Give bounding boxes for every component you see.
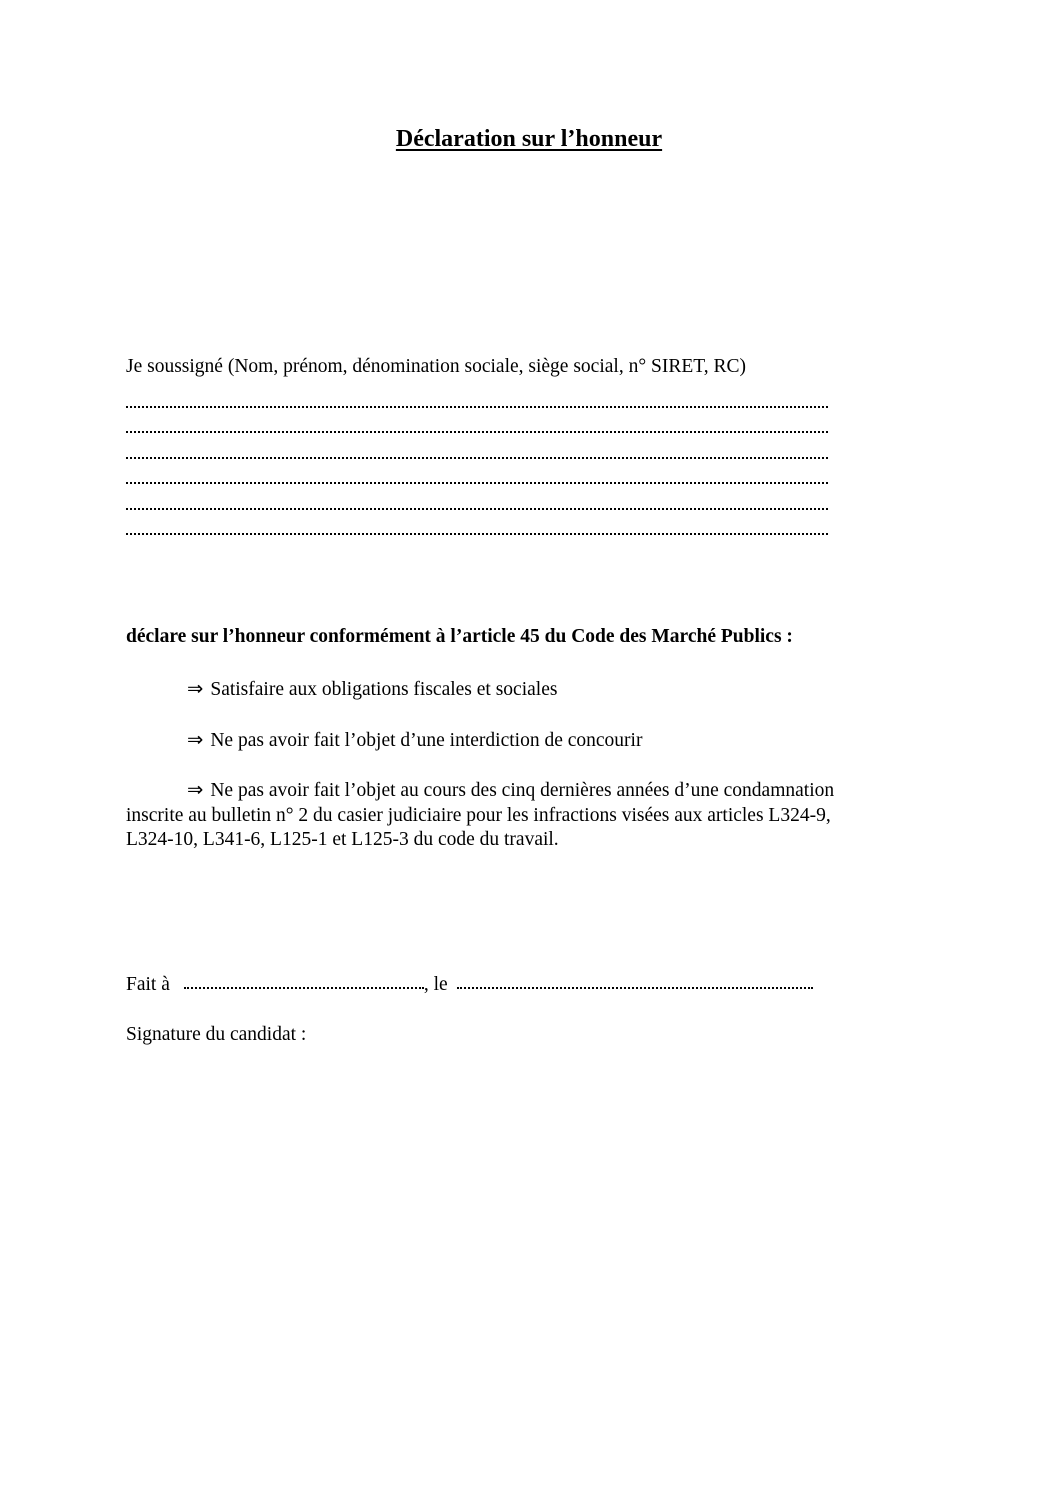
declaration-item [187,677,557,701]
signature-label: Signature du candidat : [126,1024,307,1045]
fill-line[interactable] [126,459,828,485]
arrow-icon: ⇒ [187,780,204,801]
declaration-item [126,779,916,853]
date-field[interactable] [457,986,813,989]
fill-line[interactable] [126,433,828,459]
declare-heading: déclare sur l’honneur conformément à l’article 45 du Code des Marché Publics : [126,626,793,647]
declaration-item-text: inscrite au bulletin n° 2 du casier judiciaire pour les infractions visées aux articles L324-9, [126,804,831,826]
place-date-line [126,974,813,996]
declaration-item-text: Satisfaire aux obligations fiscales et sociales [210,679,558,700]
declaration-item [187,728,642,752]
fait-label: Fait à [126,974,170,995]
intro-text: Je soussigné (Nom, prénom, dénomination sociale, siège social, n° SIRET, RC) [126,356,746,377]
place-field[interactable] [184,986,424,989]
arrow-icon: ⇒ [187,730,204,751]
page-title: Déclaration sur l’honneur [395,126,663,152]
fill-line[interactable] [126,484,828,510]
identity-fill-lines [126,382,828,535]
fill-line[interactable] [126,382,828,408]
declaration-item-text: Ne pas avoir fait l’objet au cours des cinq dernières années d’une condamnation [210,780,835,801]
arrow-icon: ⇒ [187,679,204,700]
fill-line[interactable] [126,510,828,536]
declaration-item-line [126,779,916,804]
declaration-item-text: Ne pas avoir fait l’objet d’une interdiction de concourir [210,730,643,751]
le-label: , le [423,974,448,995]
declaration-item-text: L324-10, L341-6, L125-1 et L125-3 du code du travail. [126,829,559,850]
fill-line[interactable] [126,408,828,434]
